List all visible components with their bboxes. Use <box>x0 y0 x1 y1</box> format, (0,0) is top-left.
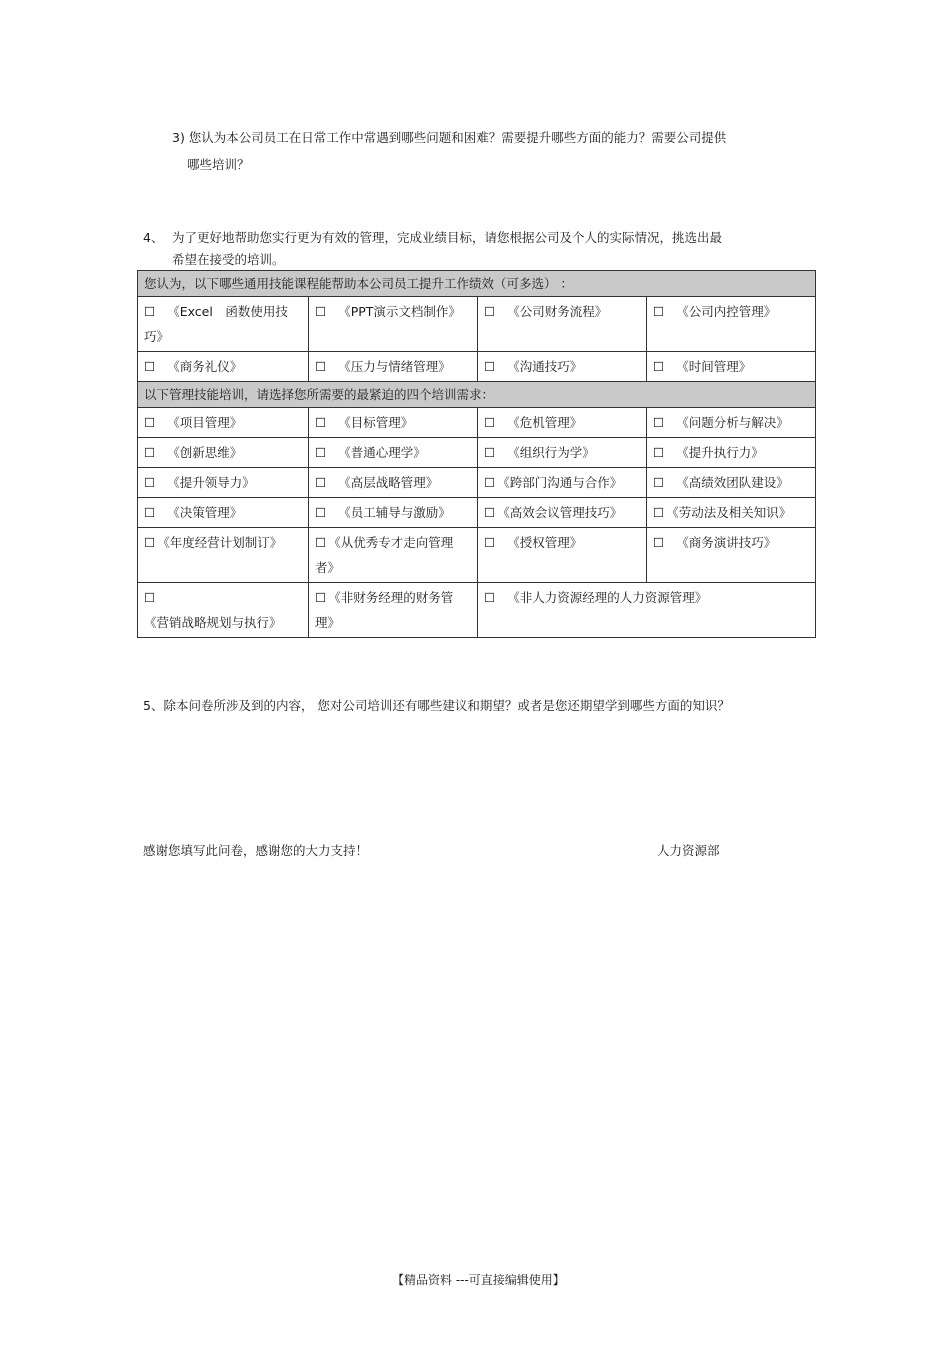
course-option[interactable] <box>138 528 309 583</box>
department-signature: 人力资源部 <box>657 843 720 858</box>
management-skills-header: 以下管理技能培训，请选择您所需要的最紧迫的四个培训需求： <box>138 382 816 408</box>
course-label: 《高绩效团队建设》 <box>676 475 789 490</box>
checkbox-icon[interactable]: ☐ <box>144 535 156 550</box>
course-label: 《高效会议管理技巧》 <box>497 505 623 520</box>
course-option[interactable] <box>138 583 309 638</box>
checkbox-icon[interactable]: ☐ <box>653 505 665 520</box>
course-label: 《公司内控管理》 <box>676 304 777 319</box>
course-label: 《公司财务流程》 <box>507 304 608 319</box>
course-option[interactable] <box>309 297 478 352</box>
course-label: 《危机管理》 <box>507 415 583 430</box>
checkbox-icon[interactable]: ☐ <box>653 359 665 374</box>
course-option[interactable] <box>138 297 309 352</box>
course-label: 《时间管理》 <box>676 359 752 374</box>
course-label: 《创新思维》 <box>167 445 243 460</box>
checkbox-icon[interactable]: ☐ <box>144 590 156 605</box>
table-row <box>138 352 816 382</box>
course-option[interactable] <box>138 408 309 438</box>
course-option[interactable] <box>478 408 647 438</box>
checkbox-icon[interactable]: ☐ <box>484 445 496 460</box>
course-option[interactable] <box>309 408 478 438</box>
course-label: 《年度经营计划制订》 <box>157 535 283 550</box>
table-row <box>138 583 816 638</box>
course-option[interactable] <box>478 528 647 583</box>
checkbox-icon[interactable]: ☐ <box>484 475 496 490</box>
checkbox-icon[interactable]: ☐ <box>144 359 156 374</box>
course-label: 《项目管理》 <box>167 415 243 430</box>
course-label: 《Excel 函数使用技巧》 <box>144 304 288 344</box>
checkbox-icon[interactable]: ☐ <box>653 535 665 550</box>
checkbox-icon[interactable]: ☐ <box>144 304 156 319</box>
course-label: 《沟通技巧》 <box>507 359 583 374</box>
checkbox-icon[interactable]: ☐ <box>144 415 156 430</box>
checkbox-icon[interactable]: ☐ <box>484 590 496 605</box>
checkbox-icon[interactable]: ☐ <box>653 415 665 430</box>
course-option[interactable] <box>647 498 816 528</box>
question-4-line-2: 希望在接受的培训。 <box>172 252 285 267</box>
course-option[interactable] <box>647 528 816 583</box>
checkbox-icon[interactable]: ☐ <box>484 505 496 520</box>
course-option[interactable] <box>478 583 816 638</box>
course-label: 《商务礼仪》 <box>167 359 243 374</box>
question-3-line-2: 哪些培训？ <box>187 157 250 172</box>
course-option[interactable] <box>309 583 478 638</box>
table-row <box>138 438 816 468</box>
course-option[interactable] <box>647 468 816 498</box>
checkbox-icon[interactable]: ☐ <box>315 505 327 520</box>
course-option[interactable] <box>478 498 647 528</box>
course-option[interactable] <box>647 438 816 468</box>
course-label: 《组织行为学》 <box>507 445 595 460</box>
course-label: 《非财务经理的财务管理》 <box>315 590 454 630</box>
course-option[interactable] <box>647 297 816 352</box>
course-option[interactable] <box>478 352 647 382</box>
checkbox-icon[interactable]: ☐ <box>315 475 327 490</box>
checkbox-icon[interactable]: ☐ <box>653 445 665 460</box>
course-option[interactable] <box>138 468 309 498</box>
course-option[interactable] <box>478 468 647 498</box>
course-label: 《非人力资源经理的人力资源管理》 <box>507 590 708 605</box>
course-option[interactable] <box>138 438 309 468</box>
general-skills-header: 您认为，以下哪些通用技能课程能帮助本公司员工提升工作绩效（可多选） ： <box>138 271 816 297</box>
training-options-table <box>137 270 816 638</box>
course-option[interactable] <box>647 352 816 382</box>
checkbox-icon[interactable]: ☐ <box>315 359 327 374</box>
course-option[interactable] <box>138 498 309 528</box>
question-4-line-1: 为了更好地帮助您实行更为有效的管理，完成业绩目标，请您根据公司及个人的实际情况，挑选出最 <box>172 230 723 245</box>
course-option[interactable] <box>309 468 478 498</box>
course-label: 《跨部门沟通与合作》 <box>497 475 623 490</box>
course-label: 《问题分析与解决》 <box>676 415 789 430</box>
checkbox-icon[interactable]: ☐ <box>484 359 496 374</box>
course-option[interactable] <box>309 352 478 382</box>
table-row <box>138 528 816 583</box>
page-footer: 【精品资料 ---可直接编辑使用】 <box>392 1273 565 1287</box>
course-label: 《员工辅导与激励》 <box>338 505 451 520</box>
checkbox-icon[interactable]: ☐ <box>144 445 156 460</box>
table-row <box>138 297 816 352</box>
course-label: 《高层战略管理》 <box>338 475 439 490</box>
course-label: 《从优秀专才走向管理者》 <box>315 535 454 575</box>
table-row <box>138 468 816 498</box>
course-label: 《目标管理》 <box>338 415 414 430</box>
checkbox-icon[interactable]: ☐ <box>484 304 496 319</box>
checkbox-icon[interactable]: ☐ <box>484 415 496 430</box>
course-label: 《提升领导力》 <box>167 475 255 490</box>
course-label: 《压力与情绪管理》 <box>338 359 451 374</box>
course-option[interactable] <box>309 528 478 583</box>
course-option[interactable] <box>478 297 647 352</box>
checkbox-icon[interactable]: ☐ <box>144 475 156 490</box>
checkbox-icon[interactable]: ☐ <box>315 590 327 605</box>
course-label: 《普通心理学》 <box>338 445 426 460</box>
course-label: 《商务演讲技巧》 <box>676 535 777 550</box>
table-row <box>138 408 816 438</box>
course-label: 《PPT演示文档制作》 <box>338 304 461 319</box>
checkbox-icon[interactable]: ☐ <box>315 535 327 550</box>
checkbox-icon[interactable]: ☐ <box>144 505 156 520</box>
course-option[interactable] <box>138 352 309 382</box>
course-label: 《决策管理》 <box>167 505 243 520</box>
question-4-number: 4、 <box>143 230 164 245</box>
course-label: 《营销战略规划与执行》 <box>144 615 282 630</box>
checkbox-icon[interactable]: ☐ <box>315 415 327 430</box>
course-option[interactable] <box>478 438 647 468</box>
course-option[interactable] <box>647 408 816 438</box>
course-label: 《授权管理》 <box>507 535 583 550</box>
course-option[interactable] <box>309 498 478 528</box>
checkbox-icon[interactable]: ☐ <box>653 475 665 490</box>
question-5: 5、除本问卷所涉及到的内容， 您对公司培训还有哪些建议和期望？或者是您还期望学到哪些方面的知识？ <box>143 698 730 713</box>
course-option[interactable] <box>309 438 478 468</box>
checkbox-icon[interactable]: ☐ <box>653 304 665 319</box>
checkbox-icon[interactable]: ☐ <box>484 535 496 550</box>
thank-you-note: 感谢您填写此问卷，感谢您的大力支持！ <box>143 843 369 858</box>
checkbox-icon[interactable]: ☐ <box>315 445 327 460</box>
course-label: 《劳动法及相关知识》 <box>666 505 792 520</box>
course-label: 《提升执行力》 <box>676 445 764 460</box>
question-3-line-1: 3) 您认为本公司员工在日常工作中常遇到哪些问题和困难？需要提升哪些方面的能力？需要公司提供 <box>172 130 727 145</box>
table-row <box>138 498 816 528</box>
checkbox-icon[interactable]: ☐ <box>315 304 327 319</box>
